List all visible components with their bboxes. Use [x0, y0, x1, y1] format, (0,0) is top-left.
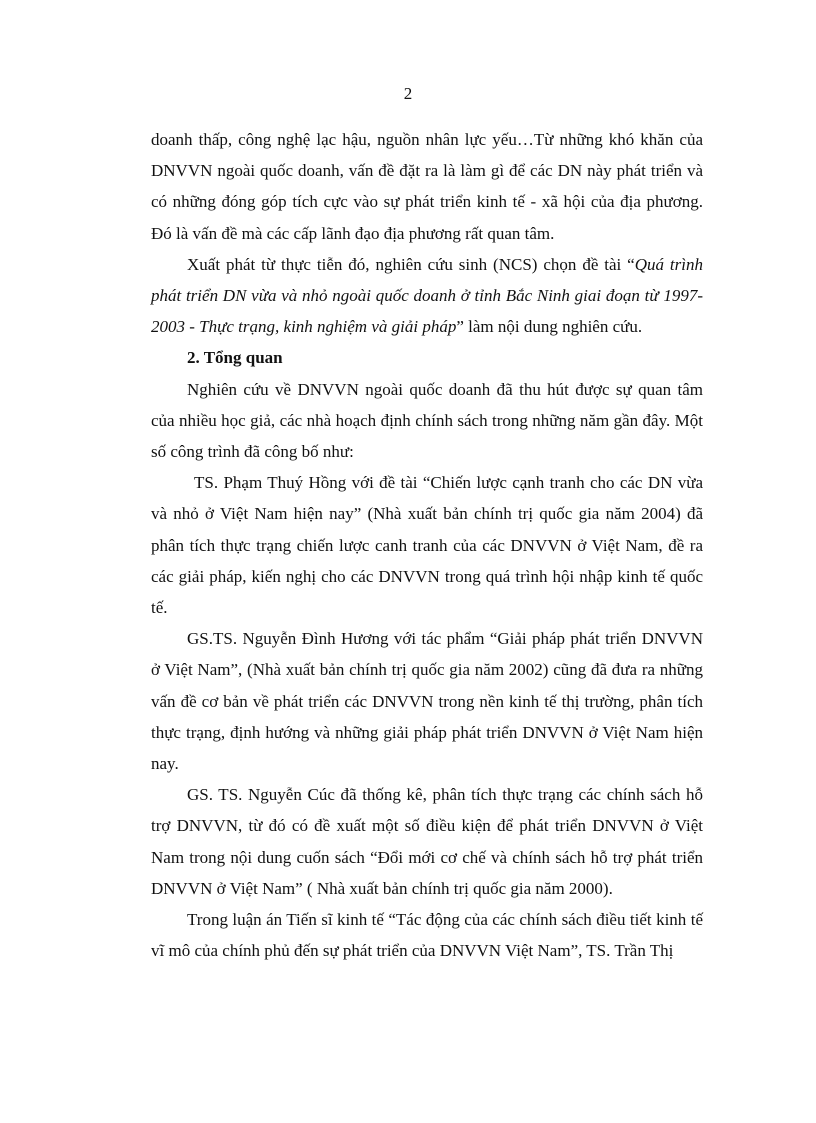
paragraph-tran-thi: Trong luận án Tiến sĩ kinh tế “Tác động của các chính sách điều tiết kinh tế vĩ mô của chính phủ đến sự phát triển của DNVVN Việt Nam”, TS. Trần Thị	[151, 910, 703, 961]
paragraph-nguyen-cuc: GS. TS. Nguyễn Cúc đã thống kê, phân tích thực trạng các chính sách hỗ trợ DNVVN, từ đó có đề xuất một số điều kiện để phát triển DNVVN ở Việt Nam trong nội dung cuốn sách “Đổi mới cơ chế và chính sách hỗ trợ phát triển DNVVN ở Việt Nam” ( Nhà xuất bản chính trị quốc gia năm 2000).	[151, 785, 703, 898]
section-heading-overview: 2. Tổng quan	[187, 348, 283, 368]
thesis-title: Quá trình phát triển DN vừa và nhỏ ngoài quốc doanh ở tỉnh Bắc Ninh giai đoạn từ 1997-2003 - Thực trạng, kinh nghiệm và giải pháp	[151, 254, 703, 337]
page-number: 2	[403, 84, 413, 103]
paragraph-pham-thuy-hong: TS. Phạm Thuý Hồng với đề tài “Chiến lược cạnh tranh cho các DN vừa và nhỏ ở Việt Nam hiện nay” (Nhà xuất bản chính trị quốc gia năm 2004) đã phân tích thực trạng chiến lược canh tranh của các DNVVN ở Việt Nam, đề ra các giải pháp, kiến nghị cho các DNVVN trong quá trình hội nhập kinh tế quốc tế.	[151, 473, 703, 618]
topic-intro-text: Xuất phát từ thực tiễn đó, nghiên cứu sinh (NCS) chọn đề tài “	[187, 254, 635, 274]
paragraph-nguyen-dinh-huong: GS.TS. Nguyễn Đình Hương với tác phẩm “Giải pháp phát triển DNVVN ở Việt Nam”, (Nhà xuất bản chính trị quốc gia năm 2002) cũng đã đưa ra những vấn đề cơ bản về phát triển các DNVVN trong nền kinh tế thị trường, phân tích thực trạng, định hướng và những giải pháp phát triển DNVVN ở Việt Nam hiện nay.	[151, 629, 703, 774]
topic-outro-text: ” làm nội dung nghiên cứu.	[456, 317, 643, 337]
paragraph-overview-intro: Nghiên cứu về DNVVN ngoài quốc doanh đã thu hút được sự quan tâm của nhiều học giả, các nhà hoạch định chính sách trong những năm gần đây. Một số công trình đã công bố như:	[151, 379, 703, 462]
document-body	[151, 124, 703, 966]
paragraph-continuation: doanh thấp, công nghệ lạc hậu, nguồn nhân lực yếu…Từ những khó khăn của DNVVN ngoài quốc doanh, vấn đề đặt ra là làm gì để các DN này phát triển và có những đóng góp tích cực vào sự phát triển kinh tế - xã hội của địa phương. Đó là vấn đề mà các cấp lãnh đạo địa phương rất quan tâm.	[151, 130, 703, 243]
paragraph-topic-selection	[151, 249, 703, 343]
